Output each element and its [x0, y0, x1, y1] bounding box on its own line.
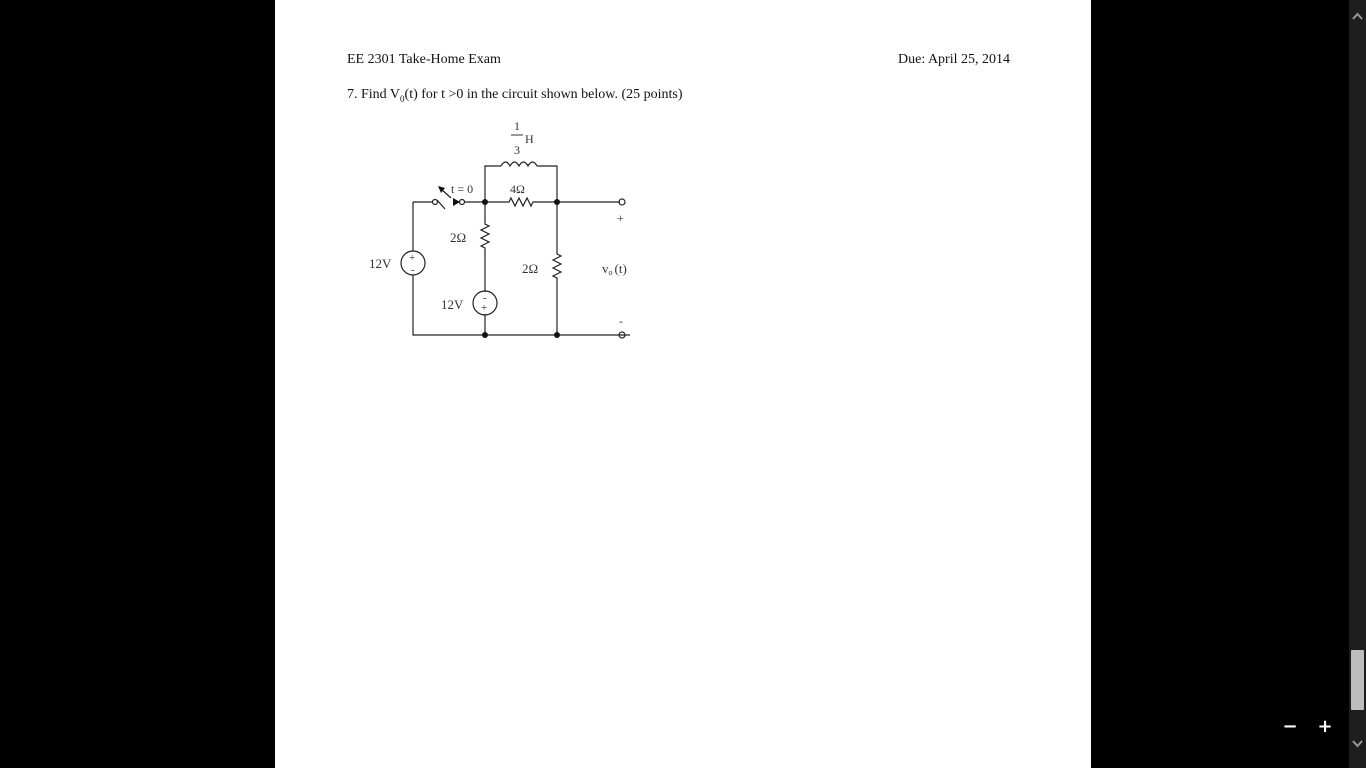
switch-blade	[437, 200, 445, 209]
output-voltage-label	[602, 261, 627, 277]
vertical-scrollbar[interactable]	[1349, 0, 1366, 768]
node-bottom-right	[554, 332, 560, 338]
resistor-2ohm-mid	[481, 202, 489, 292]
resistor-2ohm-right-label: 2Ω	[522, 261, 539, 276]
question-subscript: 0	[400, 93, 405, 104]
switch-label: t = 0	[451, 182, 474, 196]
question-prefix: 7. Find V	[347, 87, 401, 102]
header-course-title: EE 2301 Take-Home Exam	[347, 52, 501, 67]
source-left-plus: +	[409, 252, 416, 264]
output-v: v	[602, 261, 609, 276]
source-mid-plus: +	[481, 302, 488, 314]
source-left-label: 12V	[369, 256, 392, 271]
output-plus: +	[617, 211, 624, 225]
resistor-2ohm-right	[553, 202, 561, 335]
zoom-in-button[interactable]: +	[1317, 716, 1333, 737]
scroll-up-icon[interactable]	[1349, 8, 1366, 24]
wire-4ohm	[485, 198, 620, 206]
output-sub: o	[608, 268, 613, 277]
node-top-mid	[482, 199, 488, 205]
zoom-out-button[interactable]: −	[1282, 716, 1298, 737]
resistor-2ohm-mid-label: 2Ω	[450, 230, 467, 245]
question-suffix: (t) for t >0 in the circuit shown below. (25 points)	[404, 87, 683, 102]
output-arg: (t)	[614, 261, 627, 276]
inductor-denominator: 3	[514, 143, 520, 157]
source-mid-minus: -	[483, 292, 487, 304]
source-mid-label: 12V	[441, 297, 464, 312]
inductor-unit: H	[525, 132, 534, 146]
question-text	[347, 87, 683, 104]
inductor-coil	[501, 162, 537, 166]
switch-contact-right	[460, 200, 465, 205]
switch-pivot	[453, 198, 460, 206]
node-bottom-mid	[482, 332, 488, 338]
header-due-date: Due: April 25, 2014	[898, 52, 1010, 67]
resistor-4ohm-label: 4Ω	[510, 182, 525, 196]
inductor-numerator: 1	[514, 119, 520, 133]
scrollbar-thumb[interactable]	[1351, 650, 1364, 710]
circuit-diagram	[365, 118, 645, 348]
source-left-minus: -	[411, 264, 415, 276]
output-minus: -	[619, 314, 623, 328]
scroll-down-icon[interactable]	[1349, 736, 1366, 752]
node-top-right	[554, 199, 560, 205]
document-page	[275, 0, 1091, 768]
